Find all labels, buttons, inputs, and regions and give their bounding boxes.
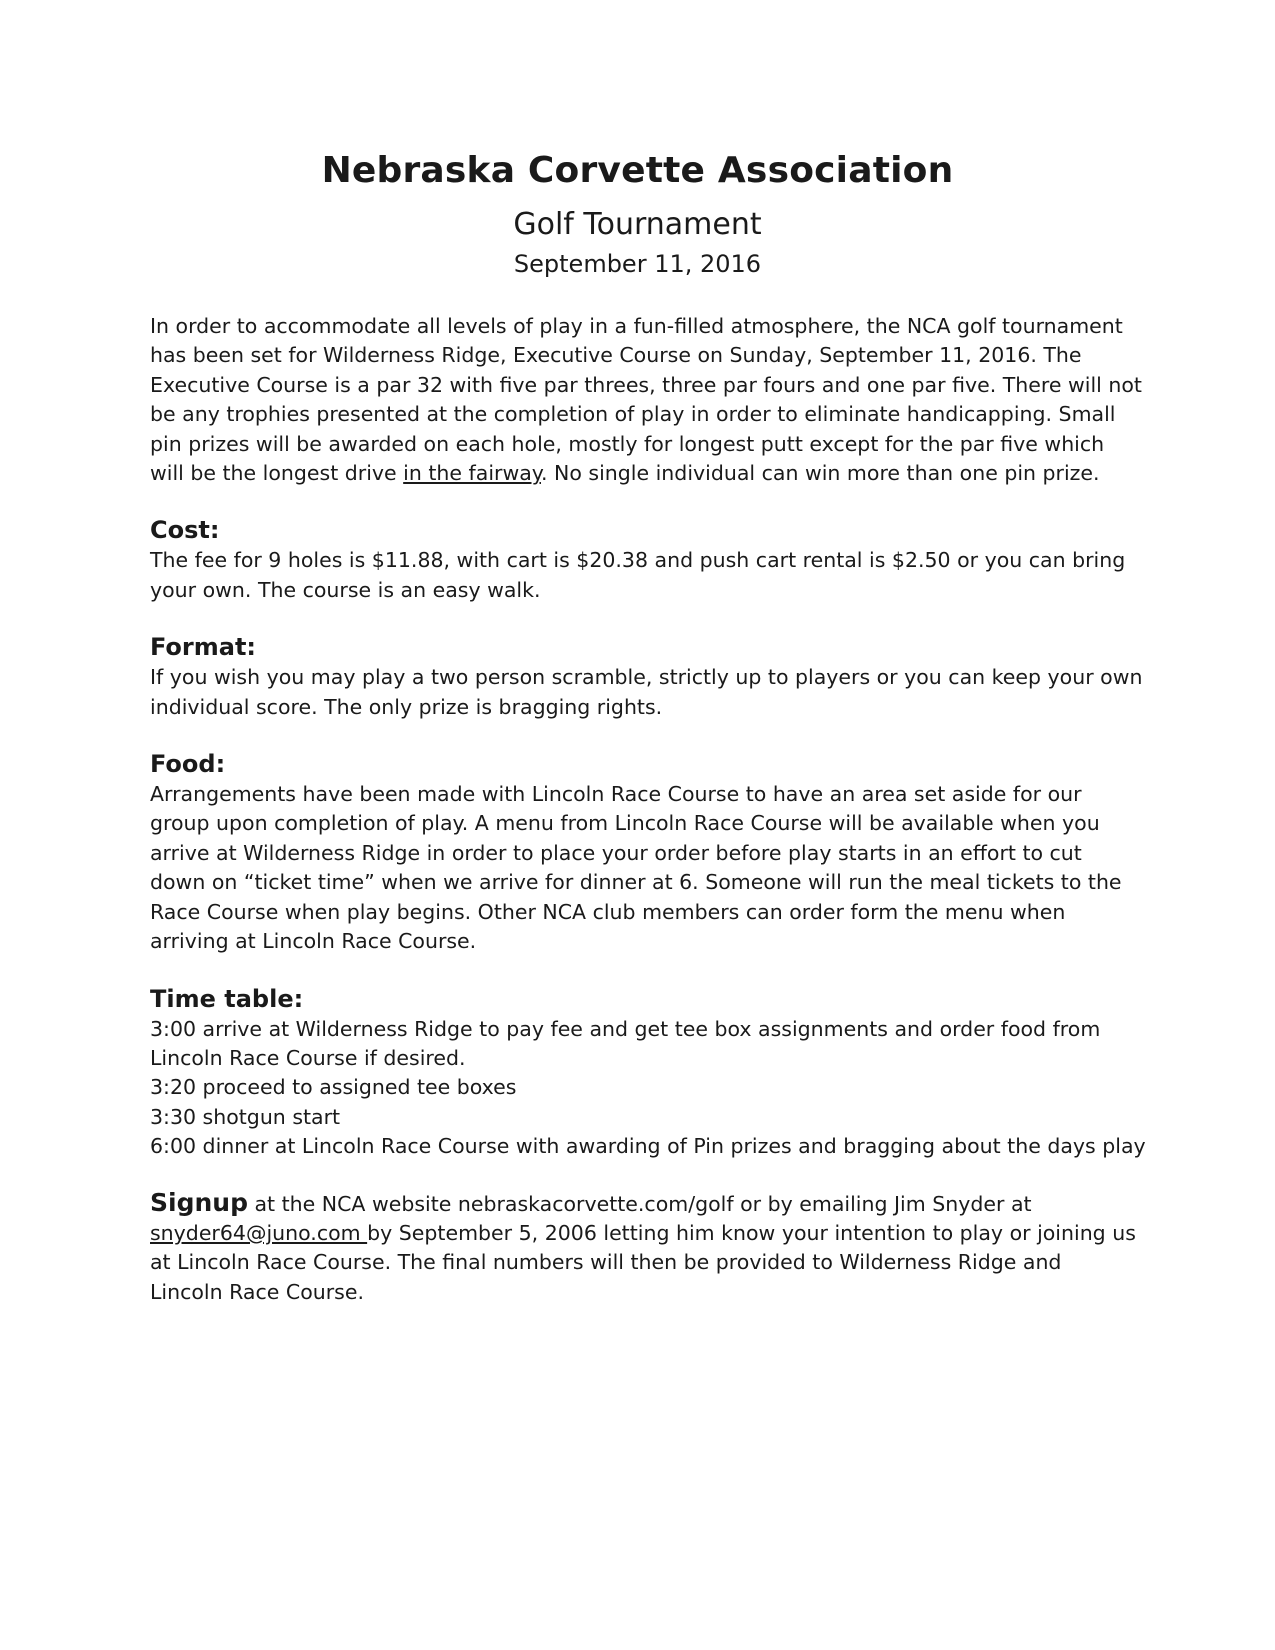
intro-line: In order to accommodate all levels of play in a fun-filled atmosphere, the NCA golf tournament [150, 314, 1123, 338]
intro-paragraph [150, 312, 1142, 488]
format-section [150, 631, 1143, 722]
intro-line: has been set for Wilderness Ridge, Executive Course on Sunday, September 11, 2016. The [150, 343, 1082, 368]
timetable-line: Lincoln Race Course if desired. [150, 1045, 466, 1070]
event-date: September 11, 2016 [513, 250, 762, 278]
timetable-section [150, 983, 1146, 1162]
food-line: arriving at Lincoln Race Course. [150, 929, 477, 954]
cost-line: your own. The course is an easy walk. [150, 577, 541, 602]
timetable-line: 3:30 shotgun start [150, 1104, 341, 1129]
cost-heading: Cost: [150, 516, 220, 545]
signup-label: Signup [150, 1187, 248, 1217]
document-subtitle: Golf Tournament [513, 207, 762, 242]
intro-text: will be the longest drive [150, 461, 404, 486]
cost-section [150, 514, 1130, 605]
timetable-line: 3:20 proceed to assigned tee boxes [150, 1075, 517, 1100]
intro-line: pin prizes will be awarded on each hole, mostly for longest putt except for the par five which [150, 431, 1105, 456]
food-line: down on “ticket time” when we arrive for dinner at 6. Someone will run the meal tickets to the [150, 870, 1122, 895]
intro-line: Executive Course is a par 32 with five par threes, three par fours and one par five. There will not [150, 372, 1142, 397]
format-line: individual score. The only prize is bragging rights. [150, 694, 663, 719]
email-link[interactable]: snyder64@juno.com [150, 1220, 368, 1245]
food-line: arrive at Wilderness Ridge in order to place your order before play starts in an effort to cut [150, 840, 1082, 865]
signup-line: at Lincoln Race Course. The final numbers will then be provided to Wilderness Ridge and [150, 1250, 1062, 1275]
underlined-phrase: in the fairway [403, 461, 541, 486]
intro-line-last [150, 459, 1130, 488]
signup-line [150, 1188, 1130, 1219]
document-body [150, 312, 1146, 1307]
signup-line [150, 1219, 1136, 1248]
food-section [150, 748, 1130, 956]
signup-text: by September 5, 2006 letting him know your intention to play or joining us [367, 1220, 1136, 1245]
timetable-line: 3:00 arrive at Wilderness Ridge to pay fee and get tee box assignments and order food from [150, 1016, 1101, 1041]
timetable-line: 6:00 dinner at Lincoln Race Course with awarding of Pin prizes and bragging about the days play [150, 1134, 1146, 1159]
food-line: Race Course when play begins. Other NCA club members can order form the menu when [150, 899, 1066, 924]
intro-line: be any trophies presented at the completion of play in order to eliminate handicapping. Small [150, 402, 1116, 427]
signup-section [150, 1187, 1136, 1308]
cost-line: The fee for 9 holes is $11.88, with cart is $20.38 and push cart rental is $2.50 or you can bring [150, 548, 1126, 573]
document-title: Nebraska Corvette Association [321, 150, 954, 191]
format-line: If you wish you may play a two person scramble, strictly up to players or you can keep your own [150, 665, 1143, 690]
intro-text: . No single individual can win more than one pin prize. [540, 461, 1100, 486]
food-line: group upon completion of play. A menu from Lincoln Race Course will be available when you [150, 811, 1100, 836]
signup-text: at the NCA website nebraskacorvette.com/golf or by emailing Jim Snyder at [247, 1191, 1032, 1216]
signup-line: Lincoln Race Course. [150, 1279, 364, 1304]
food-heading: Food: [150, 750, 226, 779]
format-heading: Format: [150, 633, 257, 662]
timetable-heading: Time table: [150, 984, 304, 1013]
food-line: Arrangements have been made with Lincoln Race Course to have an area set aside for our [150, 782, 1082, 807]
